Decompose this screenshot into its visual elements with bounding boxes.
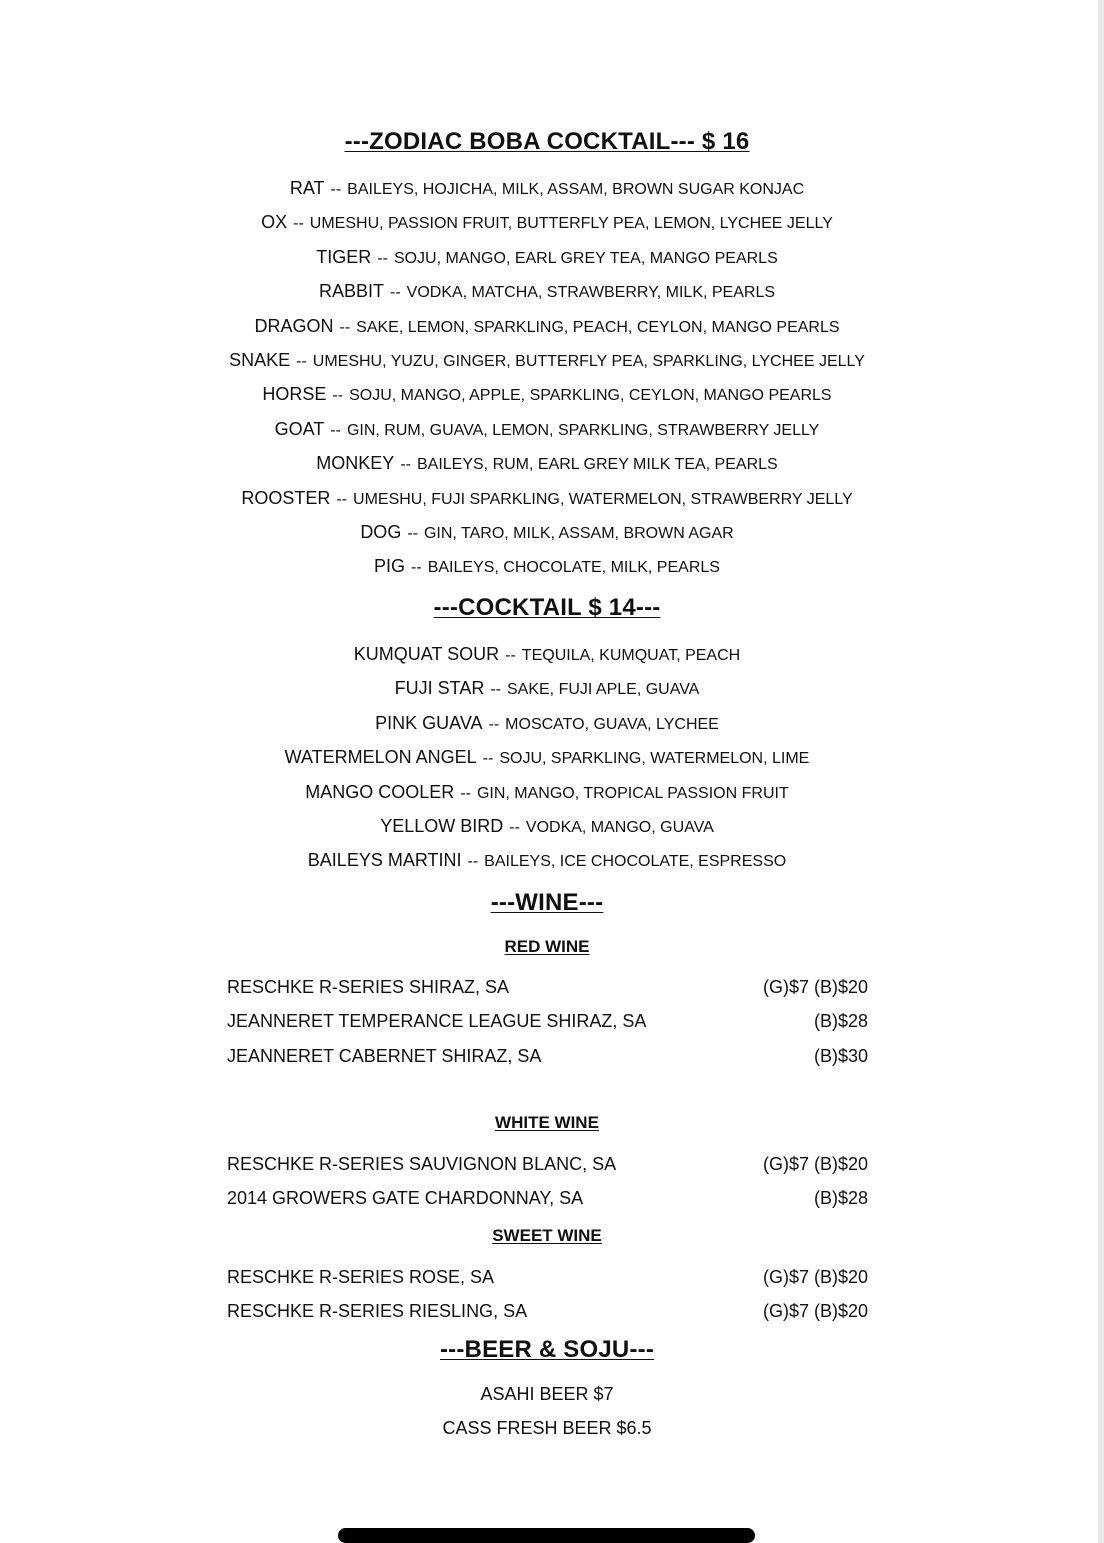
item-name: RABBIT bbox=[318, 281, 384, 302]
menu-item bbox=[0, 171, 1094, 205]
wine-price: (B)$28 bbox=[813, 1188, 868, 1209]
item-name: SNAKE bbox=[229, 349, 291, 370]
item-separator: -- bbox=[377, 249, 388, 267]
item-separator: -- bbox=[339, 318, 351, 336]
item-ingredients: BAILEYS, RUM, EARL GREY MILK TEA, PEARLS bbox=[416, 456, 778, 474]
item-separator: -- bbox=[505, 647, 516, 664]
sweet-wine-title: SWEET WINE bbox=[492, 1226, 602, 1245]
item-separator: -- bbox=[336, 490, 348, 508]
item-name: MONKEY bbox=[316, 453, 395, 474]
wine-item bbox=[227, 1147, 868, 1181]
item-ingredients: VODKA, MANGO, GUAVA bbox=[525, 818, 714, 836]
menu-item bbox=[0, 412, 1094, 446]
wine-price: (G)$7 (B)$20 bbox=[762, 1267, 868, 1287]
wine-item bbox=[227, 1181, 868, 1215]
item-ingredients: SOJU, SPARKLING, WATERMELON, LIME bbox=[499, 750, 810, 768]
item-ingredients: TEQUILA, KUMQUAT, PEACH bbox=[521, 647, 741, 664]
item-separator: -- bbox=[407, 524, 418, 542]
white-wine-title: WHITE WINE bbox=[495, 1113, 599, 1132]
item-ingredients: MOSCATO, GUAVA, LYCHEE bbox=[505, 715, 719, 733]
zodiac-list bbox=[0, 171, 1094, 584]
menu-item bbox=[0, 740, 1094, 774]
item-ingredients: BAILEYS, HOJICHA, MILK, ASSAM, BROWN SUGAR KONJAC bbox=[347, 181, 805, 198]
item-name: HORSE bbox=[262, 384, 327, 405]
beer-section-title: ---BEER & SOJU--- bbox=[439, 1336, 655, 1363]
item-name: RAT bbox=[289, 178, 325, 198]
item-separator: -- bbox=[488, 715, 500, 733]
item-ingredients: BAILEYS, CHOCOLATE, MILK, PEARLS bbox=[427, 559, 720, 577]
item-separator: -- bbox=[400, 456, 411, 474]
beer-item bbox=[0, 1411, 1094, 1445]
wine-item bbox=[227, 1260, 868, 1294]
sweet-wine-list bbox=[227, 1260, 868, 1329]
red-wine-list bbox=[227, 970, 868, 1073]
menu-item bbox=[0, 446, 1094, 480]
white-wine-list bbox=[227, 1147, 868, 1216]
item-separator: -- bbox=[389, 284, 401, 302]
menu-item bbox=[0, 843, 1094, 877]
menu-item bbox=[0, 515, 1094, 549]
wine-item bbox=[227, 1039, 868, 1073]
beer-list bbox=[0, 1377, 1094, 1446]
wine-name: RESCHKE R-SERIES ROSE, SA bbox=[227, 1267, 495, 1287]
wine-name: 2014 GROWERS GATE CHARDONNAY, SA bbox=[227, 1188, 584, 1209]
red-wine-title: RED WINE bbox=[504, 937, 590, 956]
item-separator: -- bbox=[293, 215, 304, 233]
item-ingredients: UMESHU, YUZU, GINGER, BUTTERFLY PEA, SPARKLING, LYCHEE JELLY bbox=[312, 352, 865, 370]
wine-item bbox=[227, 1294, 868, 1328]
item-name: KUMQUAT SOUR bbox=[353, 644, 500, 664]
wine-name: JEANNERET TEMPERANCE LEAGUE SHIRAZ, SA bbox=[227, 1011, 647, 1032]
item-name: DOG bbox=[360, 521, 402, 542]
item-separator: -- bbox=[330, 421, 341, 439]
item-separator: -- bbox=[482, 750, 494, 768]
item-separator: -- bbox=[332, 387, 344, 405]
item-name: GOAT bbox=[274, 418, 325, 439]
menu-item bbox=[0, 549, 1094, 583]
item-name: OX bbox=[261, 212, 288, 233]
item-ingredients: SOJU, MANGO, EARL GREY TEA, MANGO PEARLS bbox=[393, 249, 778, 267]
wine-item bbox=[227, 1004, 868, 1038]
item-ingredients: UMESHU, FUJI SPARKLING, WATERMELON, STRAWBERRY JELLY bbox=[353, 490, 853, 508]
item-separator: -- bbox=[330, 181, 342, 198]
item-ingredients: SOJU, MANGO, APPLE, SPARKLING, CEYLON, MANGO PEARLS bbox=[349, 387, 832, 405]
wine-price: (B)$30 bbox=[813, 1045, 868, 1066]
menu-item bbox=[0, 706, 1094, 740]
menu-item bbox=[0, 377, 1094, 411]
item-separator: -- bbox=[296, 352, 307, 370]
item-ingredients: SAKE, LEMON, SPARKLING, PEACH, CEYLON, MANGO PEARLS bbox=[356, 318, 840, 336]
beer-name: ASAHI BEER $7 bbox=[480, 1384, 614, 1404]
menu-item bbox=[0, 481, 1094, 515]
cocktail-list bbox=[0, 637, 1094, 878]
wine-price: (G)$7 (B)$20 bbox=[762, 1301, 868, 1322]
item-separator: -- bbox=[460, 784, 471, 802]
item-ingredients: SAKE, FUJI APLE, GUAVA bbox=[506, 681, 700, 699]
item-name: FUJI STAR bbox=[394, 678, 485, 699]
item-name: BAILEYS MARTINI bbox=[307, 850, 462, 871]
menu-item bbox=[0, 274, 1094, 308]
beer-item bbox=[0, 1377, 1094, 1411]
item-ingredients: VODKA, MATCHA, STRAWBERRY, MILK, PEARLS bbox=[406, 284, 776, 302]
menu-item bbox=[0, 343, 1094, 377]
wine-price: (G)$7 (B)$20 bbox=[762, 1154, 868, 1174]
item-name: DRAGON bbox=[254, 315, 334, 336]
wine-section-title: ---WINE--- bbox=[490, 889, 604, 916]
item-name: PIG bbox=[374, 556, 406, 577]
item-separator: -- bbox=[467, 853, 479, 871]
item-separator: -- bbox=[509, 818, 520, 836]
wine-name: RESCHKE R-SERIES SHIRAZ, SA bbox=[227, 977, 510, 997]
wine-price: (G)$7 (B)$20 bbox=[762, 977, 868, 997]
item-ingredients: GIN, MANGO, TROPICAL PASSION FRUIT bbox=[476, 784, 789, 802]
home-indicator-bar[interactable] bbox=[338, 1528, 755, 1543]
item-name: ROOSTER bbox=[241, 487, 331, 508]
menu-item bbox=[0, 309, 1094, 343]
item-name: MANGO COOLER bbox=[305, 781, 455, 802]
item-separator: -- bbox=[490, 681, 501, 699]
item-name: WATERMELON ANGEL bbox=[284, 747, 477, 768]
wine-price: (B)$28 bbox=[813, 1011, 868, 1032]
menu-item bbox=[0, 775, 1094, 809]
menu-item bbox=[0, 637, 1094, 671]
cocktail-section-title: ---COCKTAIL $ 14--- bbox=[433, 594, 661, 621]
item-ingredients: BAILEYS, ICE CHOCOLATE, ESPRESSO bbox=[484, 853, 787, 871]
item-separator: -- bbox=[411, 559, 422, 577]
item-name: YELLOW BIRD bbox=[380, 815, 504, 836]
menu-item bbox=[0, 240, 1094, 274]
wine-name: JEANNERET CABERNET SHIRAZ, SA bbox=[227, 1045, 542, 1066]
item-ingredients: UMESHU, PASSION FRUIT, BUTTERFLY PEA, LEMON, LYCHEE JELLY bbox=[309, 215, 833, 233]
menu-item bbox=[0, 205, 1094, 239]
item-ingredients: GIN, RUM, GUAVA, LEMON, SPARKLING, STRAWBERRY JELLY bbox=[346, 421, 820, 439]
item-ingredients: GIN, TARO, MILK, ASSAM, BROWN AGAR bbox=[423, 524, 734, 542]
zodiac-section-title: ---ZODIAC BOBA COCKTAIL--- $ 16 bbox=[344, 128, 750, 155]
wine-name: RESCHKE R-SERIES RIESLING, SA bbox=[227, 1301, 528, 1322]
beer-name: CASS FRESH BEER $6.5 bbox=[442, 1418, 652, 1439]
page-edge-shadow bbox=[1098, 0, 1104, 1543]
item-name: PINK GUAVA bbox=[375, 712, 483, 733]
wine-item bbox=[227, 970, 868, 1004]
item-name: TIGER bbox=[316, 246, 372, 267]
menu-item bbox=[0, 671, 1094, 705]
wine-name: RESCHKE R-SERIES SAUVIGNON BLANC, SA bbox=[227, 1154, 617, 1174]
menu-item bbox=[0, 809, 1094, 843]
